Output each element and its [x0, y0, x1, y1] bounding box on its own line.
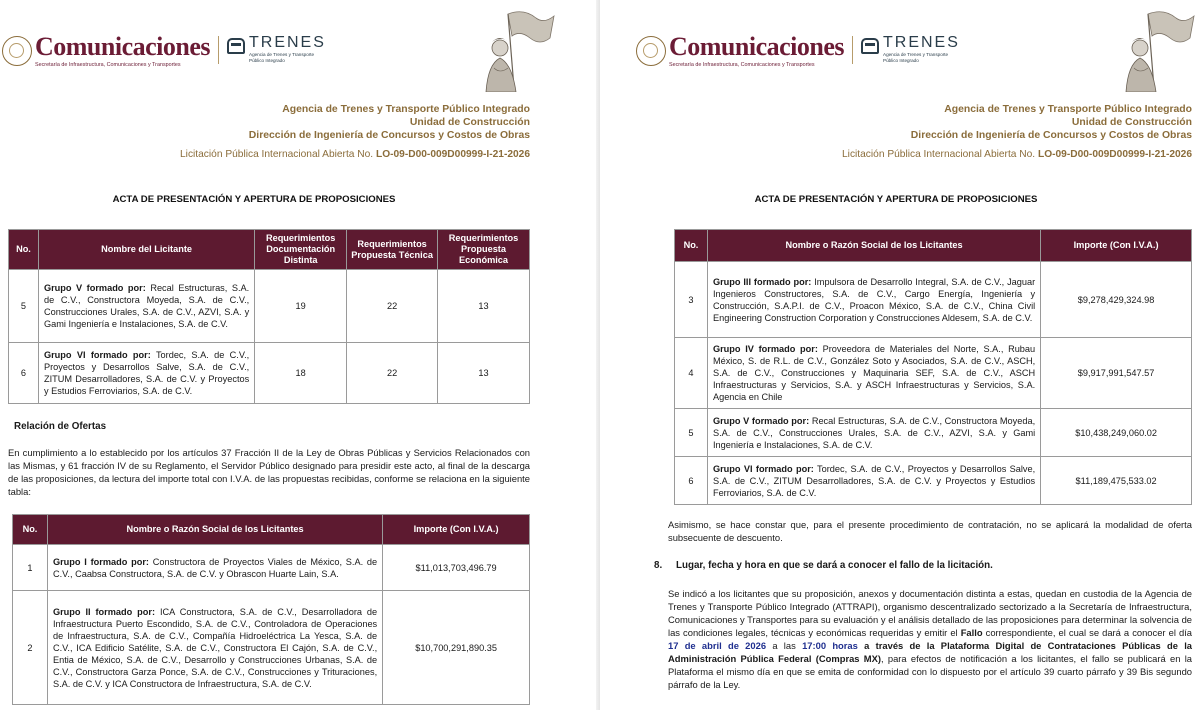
importe-amount: $9,917,991,547.57 [1041, 338, 1192, 409]
header-logo [636, 34, 960, 68]
group-members: Impulsora de Desarrollo Integral, S.A. de C.V., Jaguar Ingenieros Constructores, S.A. de C.V., Cargo Energía, Ingeniería y Construcción, S.A.P.I. de C.V., Proacon México, S.A. de C.V., China Civil Engineering Construction Corporation y Construcciones Aldesem, S.A. de C.V. [712, 276, 1036, 323]
row-number: 6 [9, 343, 39, 404]
row-number: 1 [13, 545, 48, 591]
table-row [9, 343, 530, 404]
fallo-time: 17:00 horas [802, 640, 858, 651]
section-title: Lugar, fecha y hora en que se dará a conocer el fallo de la licitación. [676, 560, 993, 571]
logo-divider [852, 36, 853, 64]
brand-subtitle: Secretaría de Infraestructura, Comunicaciones y Transportes [35, 62, 181, 68]
heroine-flag-illustration-icon [478, 8, 558, 92]
documentacion-count: 18 [255, 343, 347, 404]
trenes-subtitle: Agencia de Trenes y Transporte Público Integrado [883, 52, 949, 63]
brand-subtitle: Secretaría de Infraestructura, Comunicaciones y Transportes [669, 62, 815, 68]
document-title: ACTA DE PRESENTACIÓN Y APERTURA DE PROPOSICIONES [112, 194, 396, 205]
col-header-economica: Requerimientos Propuesta Económica [438, 230, 530, 270]
row-number: 3 [675, 262, 708, 338]
col-header-tecnica: Requerimientos Propuesta Técnica [347, 230, 438, 270]
row-number: 5 [675, 409, 708, 457]
logo-divider [218, 36, 219, 64]
relacion-ofertas-paragraph: En cumplimiento a lo establecido por los artículos 37 Fracción II de la Ley de Obras Públicas y Servicios Relacionados con las Mismas, y 61 fracción IV de su Reglamento, el Servidor Público designado para presidir este acto, al final de la descarga de las proposiciones, da lectura del importe total con I.V.A. de las propuestas recibidas, conforme se relaciona en la siguiente tabla: [8, 447, 530, 497]
licitante-cell [707, 457, 1040, 505]
brand-name: Comunicaciones [669, 32, 844, 61]
group-members: Proveedora de Materiales del Norte, S.A., Rubau México, S. de R.L. de C.V., González Soto y Asociados, S.A. de C.V., ASCH, S.A. de C.V., Construcciones y Maquinaria SEF, S.A. de C.V., ASCH Infraestructuras y Servicios, S.A. y ASCH Infraestructuras y Servicios, S.A. Agencia en Chile [712, 344, 1036, 402]
tecnica-count: 22 [347, 270, 438, 343]
col-header-razon-social: Nombre o Razón Social de los Licitantes [707, 230, 1040, 262]
importe-amount: $9,278,429,324.98 [1041, 262, 1192, 338]
group-label: Grupo III formado por: [712, 276, 812, 287]
licitacion-number-line [842, 149, 1192, 160]
offers-table-right [674, 229, 1192, 505]
group-label: Grupo VI formado por: [712, 463, 814, 474]
licitante-cell [707, 338, 1040, 409]
offers-header-row [13, 515, 530, 545]
table-row [13, 591, 530, 705]
col-header-licitante: Nombre del Licitante [38, 230, 254, 270]
agency-header [249, 103, 530, 142]
licitacion-number: LO-09-D00-009D00999-I-21-2026 [375, 149, 530, 160]
economica-count: 13 [438, 343, 530, 404]
fallo-platform: a través de la Plataforma Digital de Contrataciones Públicas de la Administración Pública Federal (Compras MX) [668, 640, 1193, 664]
col-header-importe: Importe (Con I.V.A.) [383, 515, 530, 545]
trenes-subtitle: Agencia de Trenes y Transporte Público Integrado [249, 52, 315, 63]
importe-amount: $10,438,249,060.02 [1041, 409, 1192, 457]
row-number: 2 [13, 591, 48, 705]
col-header-no: No. [675, 230, 708, 262]
group-label: Grupo V formado por: [712, 415, 810, 426]
group-members: ICA Constructora, S.A. de C.V., Desarrolladora de Infraestructura Puerto Escondido, S.A. de C.V., Controladora de Operaciones de Infraestructura, S.A. de C.V., Compañía Hidroeléctrica La Yesca, S.A. de C.V., ICA Edificio Satélite, S.A. de C.V., Constructora El Cajón, S.A. de C.V., Entia de México, S.A. de C.V., Desarrollo y Construcciones Urbanas, S.A. de C.V., Constructora Garza Ponce, S.A. de C.V., Construcciones y Trituraciones, S.A. de C.V. y ICA Constructora de Infraestructura, S.A. de C.V. [52, 606, 378, 689]
train-icon [227, 38, 245, 54]
licitacion-prefix: Licitación Pública Internacional Abierta No. [180, 149, 374, 160]
row-number: 4 [675, 338, 708, 409]
offers-header-row [675, 230, 1192, 262]
licitante-cell [38, 270, 254, 343]
col-header-documentacion: Requerimientos Documentación Distinta [255, 230, 347, 270]
trenes-name: TRENES [249, 34, 326, 51]
group-label: Grupo VI formado por: [43, 350, 151, 360]
licitacion-number-line [180, 149, 530, 160]
relacion-ofertas-heading: Relación de Ofertas [14, 421, 107, 432]
col-header-importe: Importe (Con I.V.A.) [1041, 230, 1192, 262]
fallo-text-1: Se indicó a los licitantes que su proposición, anexos y documentación distinta a estas, quedan en custodia de la Agencia de Trenes y Transporte Público Integrado (ATTRAPI), organismo descentralizado sectorizado a la Secretaría de Infraestructura, Comunicaciones y Transportes para su evaluación y el análisis detallado de las proposiciones para determinar la solvencia de las condiciones legales, técnicas y económicas requeridas y emitir el [668, 588, 1192, 638]
group-members: Recal Estructuras, S.A. de C.V., Constructora Moyeda, S.A. de C.V., Construcciones Urales, S.A. de C.V., AZVI, S.A. y Gami Ingeniería e Instalaciones, S.A. de C.V. [43, 283, 250, 329]
group-label: Grupo IV formado por: [712, 344, 818, 354]
documentacion-count: 19 [255, 270, 347, 343]
fallo-word: Fallo [960, 627, 983, 638]
row-number: 6 [675, 457, 708, 505]
economica-count: 13 [438, 270, 530, 343]
group-members: Recal Estructuras, S.A. de C.V., Constructora Moyeda, S.A. de C.V., Construcciones Urales, S.A. de C.V., AZVI, S.A. y Gami Ingeniería e Instalaciones, S.A. de C.V. [712, 415, 1036, 450]
licitante-cell [707, 262, 1040, 338]
header-line-unit: Unidad de Construcción [409, 117, 530, 128]
licitante-cell [707, 409, 1040, 457]
train-icon [861, 38, 879, 54]
requirements-table [8, 229, 530, 404]
fallo-paragraph [668, 587, 1192, 691]
col-header-no: No. [9, 230, 39, 270]
header-line-agency: Agencia de Trenes y Transporte Público Integrado [282, 104, 530, 115]
header-line-direction: Dirección de Ingeniería de Concursos y Costos de Obras [910, 130, 1192, 141]
table-row [13, 545, 530, 591]
trenes-name: TRENES [883, 34, 960, 51]
licitacion-number: LO-09-D00-009D00999-I-21-2026 [1037, 149, 1192, 160]
importe-amount: $11,013,703,496.79 [383, 545, 530, 591]
agency-header [911, 103, 1192, 142]
group-members: Tordec, S.A. de C.V., Proyectos y Desarrollos Salve, S.A. de C.V., ZITUM Desarrolladores, S.A. de C.V. y Proyectos y Estudios Ferroviarios, S.A. de C.V. [43, 350, 250, 396]
table-row [9, 270, 530, 343]
offers-table-left [12, 514, 530, 705]
table-row [675, 409, 1192, 457]
document-title: ACTA DE PRESENTACIÓN Y APERTURA DE PROPOSICIONES [754, 194, 1038, 205]
fallo-text-5: , para efectos de notificación a los licitantes, el fallo se publicará en la Plataforma el mismo día en que se emita de conformidad con lo dispuesto por el artículo 39 cuarto párrafo y 39 Bis segundo párrafo de la Ley. [668, 653, 1192, 690]
requirements-header-row [9, 230, 530, 270]
fallo-text-2: correspondiente, el cual se dará a conocer el día [985, 627, 1192, 638]
licitante-cell [47, 591, 382, 705]
header-logo [2, 34, 326, 68]
group-label: Grupo I formado por: [52, 556, 149, 567]
col-header-razon-social: Nombre o Razón Social de los Licitantes [47, 515, 382, 545]
fallo-text-3: a las [772, 640, 796, 651]
trenes-logo [227, 34, 326, 63]
brand-name: Comunicaciones [35, 32, 210, 61]
section-number: 8. [654, 560, 663, 571]
table-row [675, 262, 1192, 338]
importe-amount: $10,700,291,890.35 [383, 591, 530, 705]
importe-amount: $11,189,475,533.02 [1041, 457, 1192, 505]
group-members: Tordec, S.A. de C.V., Proyectos y Desarrollos Salve, S.A. de C.V., ZITUM Desarrolladores, S.A. de C.V. y Proyectos y Estudios Ferroviarios, S.A. de C.V. [712, 463, 1036, 498]
heroine-flag-illustration-icon [1118, 8, 1198, 92]
group-members: Constructora de Proyectos Viales de México, S.A. de C.V., Caabsa Constructora, S.A. de C.V. y Obrascon Huarte Lain, S.A. [52, 556, 378, 579]
trenes-logo [861, 34, 960, 63]
table-row [675, 338, 1192, 409]
licitacion-prefix: Licitación Pública Internacional Abierta No. [842, 149, 1036, 160]
licitante-cell [47, 545, 382, 591]
coat-of-arms-icon [2, 36, 32, 66]
asimismo-paragraph: Asimismo, se hace constar que, para el presente procedimiento de contratación, no se aplicará la modalidad de oferta subsecuente de descuento. [668, 519, 1192, 543]
table-row [675, 457, 1192, 505]
header-line-unit: Unidad de Construcción [1071, 117, 1192, 128]
tecnica-count: 22 [347, 343, 438, 404]
fallo-date: 17 de abril de 2026 [668, 640, 767, 651]
header-line-agency: Agencia de Trenes y Transporte Público Integrado [944, 104, 1192, 115]
licitante-cell [38, 343, 254, 404]
group-label: Grupo II formado por: [52, 606, 156, 617]
document-page-right [600, 0, 1200, 710]
coat-of-arms-icon [636, 36, 666, 66]
header-line-direction: Dirección de Ingeniería de Concursos y Costos de Obras [248, 130, 530, 141]
group-label: Grupo V formado por: [43, 283, 146, 293]
row-number: 5 [9, 270, 39, 343]
col-header-no: No. [13, 515, 48, 545]
